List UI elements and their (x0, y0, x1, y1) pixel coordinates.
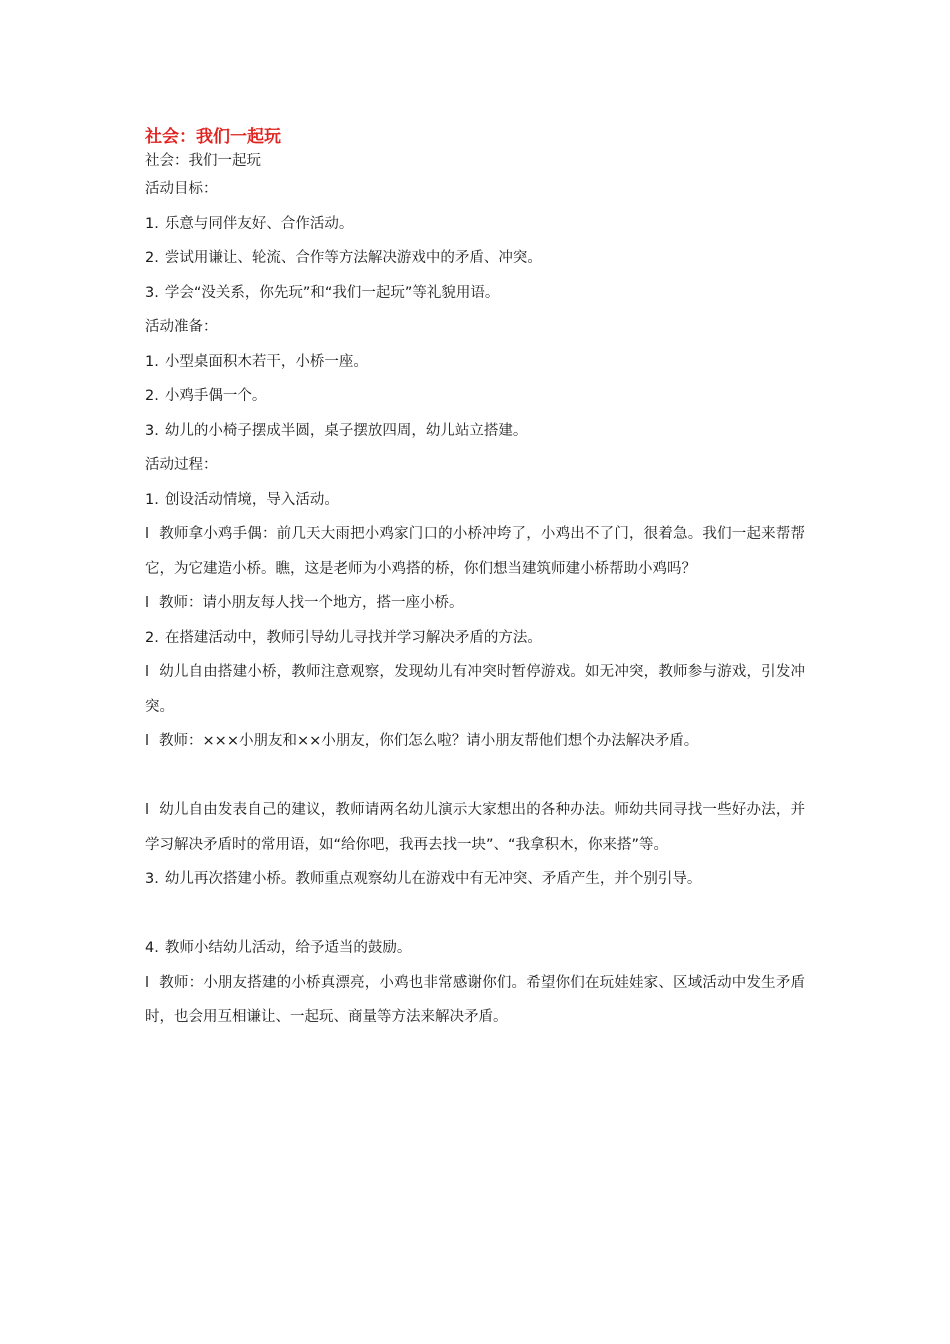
bullet-text: 幼儿自由发表自己的建议，教师请两名幼儿演示大家想出的各种办法。师幼共同寻找一些好办法，并学习解决矛盾时的常用语，如“给你吧，我再去找一块”、“我拿积木，你来搭”等。 (145, 802, 805, 853)
process-bullet (145, 966, 805, 1035)
goal-text: 尝试用谦让、轮流、合作等方法解决游戏中的矛盾、冲突。 (164, 250, 542, 266)
goal-item (145, 207, 805, 242)
process-step (145, 621, 805, 656)
bullet-marker: l (145, 595, 150, 611)
process-step (145, 862, 805, 897)
goal-number: 3. (145, 284, 159, 301)
bullet-marker: l (145, 526, 150, 542)
goal-item (145, 276, 805, 311)
prep-text: 幼儿的小椅子摆成半圆，桌子摆放四周，幼儿站立搭建。 (164, 422, 528, 439)
bullet-text: 教师：请小朋友每人找一个地方，搭一座小桥。 (159, 595, 464, 611)
prep-heading: 活动准备： (145, 319, 218, 335)
goal-item (145, 241, 805, 276)
document-title: 社会：我们一起玩 (145, 127, 281, 147)
step-text: 在搭建活动中，教师引导幼儿寻找并学习解决矛盾的方法。 (164, 629, 542, 646)
bullet-marker: l (145, 664, 150, 680)
process-step (145, 931, 805, 966)
prep-text: 小鸡手偶一个。 (164, 388, 267, 404)
process-bullet (145, 517, 805, 586)
blank-line (145, 759, 805, 794)
process-step (145, 483, 805, 518)
prep-item (145, 414, 805, 449)
step-number: 2. (145, 629, 159, 646)
step-number: 1. (145, 491, 159, 508)
blank-line (145, 897, 805, 932)
step-text: 幼儿再次搭建小桥。教师重点观察幼儿在游戏中有无冲突、矛盾产生，并个别引导。 (164, 871, 702, 887)
process-bullet (145, 724, 805, 759)
prep-item (145, 379, 805, 414)
goal-text: 学会“没关系，你先玩”和“我们一起玩”等礼貌用语。 (164, 284, 500, 301)
goal-number: 1. (145, 215, 159, 232)
goal-text: 乐意与同伴友好、合作活动。 (164, 215, 354, 232)
bullet-marker: l (145, 974, 150, 991)
goals-heading: 活动目标： (145, 181, 218, 197)
process-bullet (145, 793, 805, 862)
prep-number: 1. (145, 353, 159, 370)
process-bullet (145, 655, 805, 724)
document-subtitle: 社会：我们一起玩 (145, 153, 261, 169)
process-bullet (145, 586, 805, 621)
step-number: 3. (145, 871, 159, 887)
step-text: 创设活动情境，导入活动。 (164, 491, 339, 508)
step-number: 4. (145, 940, 159, 956)
bullet-text: 教师：×××小朋友和××小朋友，你们怎么啦？请小朋友帮他们想个办法解决矛盾。 (159, 733, 699, 749)
process-heading: 活动过程： (145, 457, 218, 473)
goal-number: 2. (145, 250, 159, 266)
step-text: 教师小结幼儿活动，给予适当的鼓励。 (164, 940, 412, 956)
bullet-marker: l (145, 733, 150, 749)
bullet-text: 教师拿小鸡手偶：前几天大雨把小鸡家门口的小桥冲垮了，小鸡出不了门，很着急。我们一起来帮帮它，为它建造小桥。瞧，这是老师为小鸡搭的桥，你们想当建筑师建小桥帮助小鸡吗？ (145, 526, 805, 577)
prep-text: 小型桌面积木若干，小桥一座。 (164, 353, 368, 370)
prep-number: 2. (145, 388, 159, 404)
prep-item (145, 345, 805, 380)
prep-number: 3. (145, 422, 159, 439)
bullet-marker: l (145, 802, 150, 818)
document-page (145, 124, 805, 1035)
bullet-text: 幼儿自由搭建小桥，教师注意观察，发现幼儿有冲突时暂停游戏。如无冲突，教师参与游戏，引发冲突。 (145, 664, 805, 715)
bullet-text: 教师：小朋友搭建的小桥真漂亮，小鸡也非常感谢你们。希望你们在玩娃娃家、区域活动中发生矛盾时，也会用互相谦让、一起玩、商量等方法来解决矛盾。 (145, 974, 805, 1025)
